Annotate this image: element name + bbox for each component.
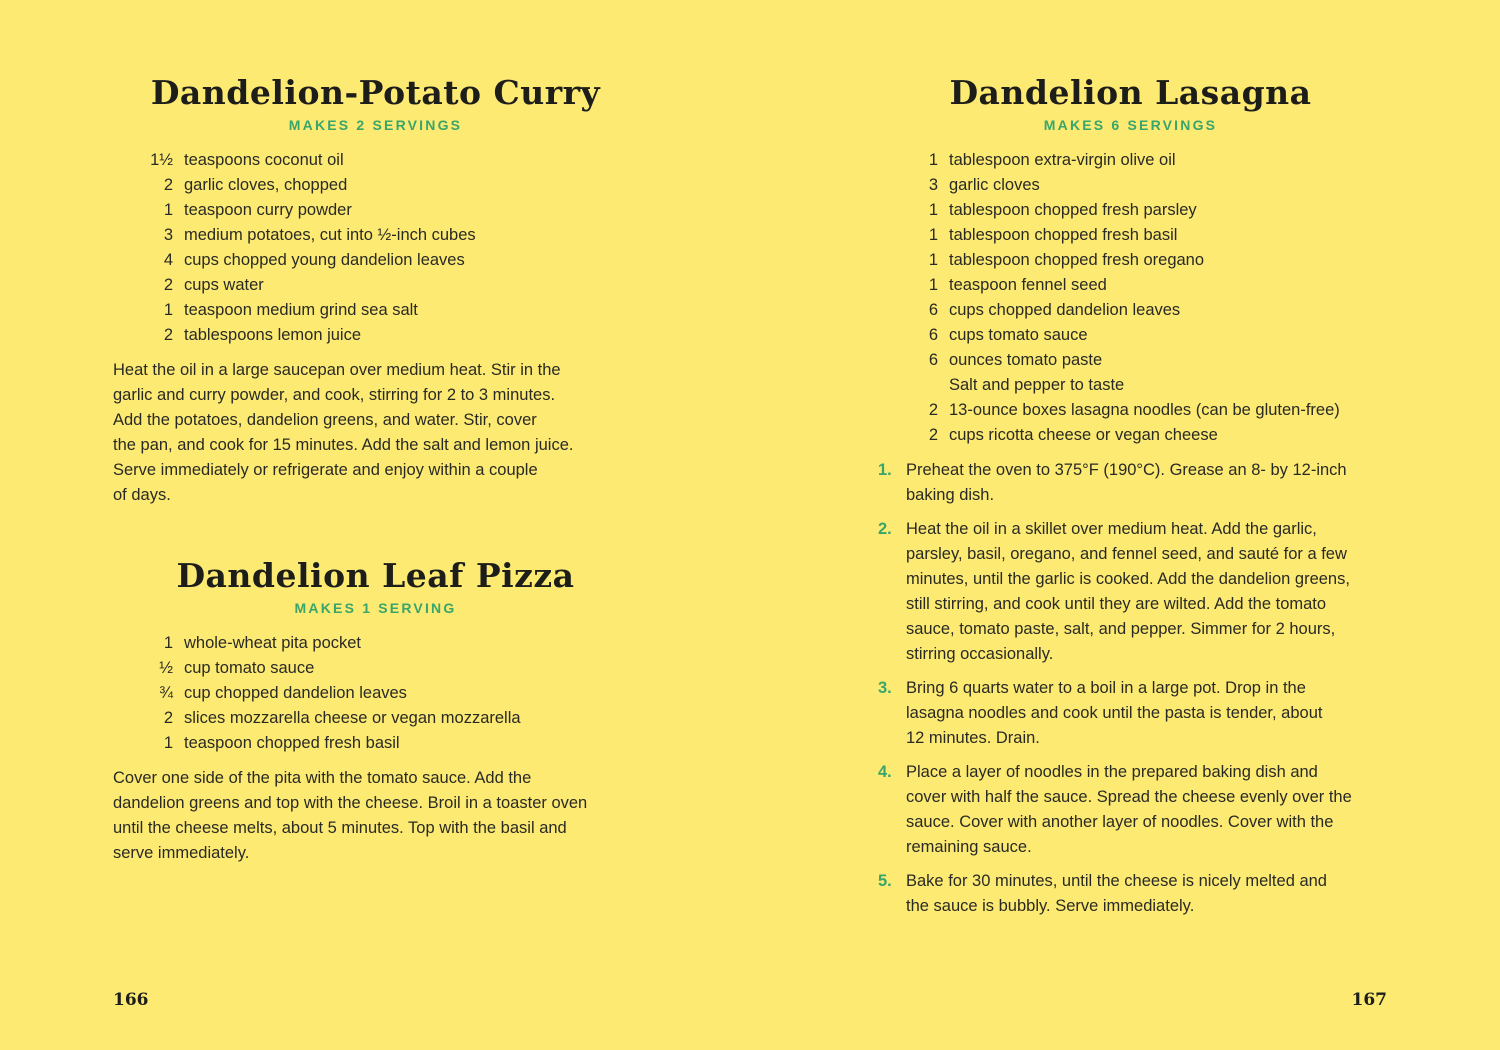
recipe-title: Dandelion Lasagna [949, 73, 1312, 112]
recipe-title: Dandelion-Potato Curry [150, 73, 601, 112]
step-text [906, 676, 1383, 751]
directions-line: until the cheese melts, about 5 minutes. Top with the basil and [113, 819, 567, 837]
ingredient-qty: ½ [159, 659, 173, 677]
ingredient-row [878, 423, 1383, 448]
step-line: parsley, basil, oregano, and fennel seed, and sauté for a few [906, 545, 1347, 563]
ingredient-qty: ¾ [159, 684, 173, 702]
directions-line: the pan, and cook for 15 minutes. Add the salt and lemon juice. [113, 436, 574, 454]
directions-line: Cover one side of the pita with the tomato sauce. Add the [113, 769, 532, 787]
ingredient-qty: 1 [928, 201, 938, 219]
ingredient-qty: 2 [163, 276, 173, 294]
directions-line: Heat the oil in a large saucepan over medium heat. Stir in the [113, 361, 561, 379]
ingredient-qty: 6 [928, 351, 938, 369]
ingredient-qty: 2 [928, 401, 938, 419]
directions-line: dandelion greens and top with the cheese. Broil in a toaster oven [113, 794, 588, 812]
ingredient-row [113, 273, 638, 298]
ingredient-row [113, 173, 638, 198]
step-list [878, 458, 1383, 919]
ingredient-item: tablespoon chopped fresh oregano [949, 251, 1205, 269]
ingredient-row [878, 148, 1383, 173]
ingredient-qty: 2 [163, 709, 173, 727]
ingredient-item: cups water [184, 276, 264, 294]
step-line: the sauce is bubbly. Serve immediately. [906, 897, 1195, 915]
servings-label: MAKES 2 SERVINGS [288, 117, 463, 133]
step-item [878, 760, 1383, 860]
ingredient-qty: 1 [163, 734, 173, 752]
ingredient-item: cup tomato sauce [184, 659, 315, 677]
step-line: Bring 6 quarts water to a boil in a large pot. Drop in the [906, 679, 1306, 697]
ingredient-item: tablespoon chopped fresh basil [949, 226, 1178, 244]
recipe-dandelion-potato-curry [113, 72, 638, 508]
step-number: 4. [878, 763, 892, 781]
step-item [878, 458, 1383, 508]
ingredient-item: cups chopped young dandelion leaves [184, 251, 465, 269]
step-number: 1. [878, 461, 892, 479]
ingredient-row [878, 373, 1383, 398]
directions-line: serve immediately. [113, 844, 250, 862]
ingredient-row [878, 298, 1383, 323]
ingredient-row [878, 248, 1383, 273]
ingredient-item: garlic cloves, chopped [184, 176, 348, 194]
page-number: 167 [1351, 990, 1387, 1010]
ingredient-qty: 1 [928, 251, 938, 269]
ingredient-qty: 6 [928, 326, 938, 344]
ingredient-qty: 2 [163, 176, 173, 194]
ingredient-item: tablespoon extra-virgin olive oil [949, 151, 1176, 169]
ingredient-row [878, 348, 1383, 373]
step-item [878, 676, 1383, 751]
ingredient-qty: 1 [928, 151, 938, 169]
step-line: still stirring, and cook until they are wilted. Add the tomato [906, 595, 1327, 613]
ingredient-item: garlic cloves [949, 176, 1040, 194]
ingredient-row [878, 273, 1383, 298]
directions-paragraph [113, 766, 638, 866]
ingredient-row [113, 248, 638, 273]
step-item [878, 869, 1383, 919]
ingredient-qty: 1 [928, 276, 938, 294]
step-line: Heat the oil in a skillet over medium heat. Add the garlic, [906, 520, 1317, 538]
servings-label: MAKES 6 SERVINGS [1043, 117, 1218, 133]
ingredient-list [878, 148, 1383, 448]
ingredient-row [113, 298, 638, 323]
recipe-dandelion-lasagna [878, 72, 1383, 928]
ingredient-qty: 1½ [150, 151, 173, 169]
ingredient-row [878, 198, 1383, 223]
step-line: remaining sauce. [906, 838, 1032, 856]
directions-line: of days. [113, 486, 171, 504]
step-text [906, 869, 1383, 919]
ingredient-qty: 2 [163, 326, 173, 344]
ingredient-row [878, 223, 1383, 248]
ingredient-row [113, 223, 638, 248]
page-number: 166 [113, 990, 149, 1010]
ingredient-qty: 1 [928, 226, 938, 244]
step-text [906, 458, 1383, 508]
step-line: Place a layer of noodles in the prepared baking dish and [906, 763, 1318, 781]
ingredient-item: 13-ounce boxes lasagna noodles (can be gluten-free) [949, 401, 1340, 419]
ingredient-qty [878, 373, 949, 398]
ingredient-row [878, 173, 1383, 198]
ingredient-qty: 1 [163, 634, 173, 652]
step-line: minutes, until the garlic is cooked. Add the dandelion greens, [906, 570, 1350, 588]
ingredient-item: whole-wheat pita pocket [184, 634, 362, 652]
step-line: baking dish. [906, 486, 995, 504]
ingredient-item: teaspoon chopped fresh basil [184, 734, 400, 752]
step-line: Bake for 30 minutes, until the cheese is nicely melted and [906, 872, 1327, 890]
ingredient-qty: 2 [928, 426, 938, 444]
ingredient-row [113, 706, 638, 731]
ingredient-row [113, 731, 638, 756]
step-line: Preheat the oven to 375°F (190°C). Grease an 8- by 12-inch [906, 461, 1347, 479]
ingredient-qty: 3 [163, 226, 173, 244]
ingredient-item: ounces tomato paste [949, 351, 1103, 369]
recipe-dandelion-leaf-pizza [113, 555, 638, 866]
step-line: cover with half the sauce. Spread the cheese evenly over the [906, 788, 1352, 806]
ingredient-item: cup chopped dandelion leaves [184, 684, 407, 702]
ingredient-item: teaspoons coconut oil [184, 151, 344, 169]
step-text [906, 760, 1383, 860]
step-line: sauce. Cover with another layer of noodles. Cover with the [906, 813, 1334, 831]
ingredient-qty: 3 [928, 176, 938, 194]
directions-paragraph [113, 358, 638, 508]
recipe-title: Dandelion Leaf Pizza [176, 556, 575, 595]
ingredient-row [113, 198, 638, 223]
ingredient-row [113, 323, 638, 348]
ingredient-row [878, 398, 1383, 423]
ingredient-item: tablespoons lemon juice [184, 326, 362, 344]
ingredient-item: slices mozzarella cheese or vegan mozzarella [184, 709, 521, 727]
ingredient-item: cups chopped dandelion leaves [949, 301, 1181, 319]
step-number: 3. [878, 679, 892, 697]
ingredient-qty: 4 [163, 251, 173, 269]
ingredient-row [113, 681, 638, 706]
ingredient-row [878, 323, 1383, 348]
step-item [878, 517, 1383, 667]
directions-line: garlic and curry powder, and cook, stirring for 2 to 3 minutes. [113, 386, 556, 404]
step-line: sauce, tomato paste, salt, and pepper. Simmer for 2 hours, [906, 620, 1336, 638]
ingredient-row [113, 631, 638, 656]
ingredient-item: teaspoon fennel seed [949, 276, 1107, 294]
right-page [750, 0, 1500, 1050]
step-text [906, 517, 1383, 667]
ingredient-item: teaspoon curry powder [184, 201, 352, 219]
ingredient-item: tablespoon chopped fresh parsley [949, 201, 1197, 219]
ingredient-item: Salt and pepper to taste [949, 376, 1125, 394]
ingredient-qty: 1 [163, 301, 173, 319]
ingredient-item: cups ricotta cheese or vegan cheese [949, 426, 1218, 444]
servings-label: MAKES 1 SERVING [294, 600, 457, 616]
ingredient-qty: 6 [928, 301, 938, 319]
step-line: 12 minutes. Drain. [906, 729, 1040, 747]
ingredient-row [113, 148, 638, 173]
step-number: 5. [878, 872, 892, 890]
step-line: lasagna noodles and cook until the pasta is tender, about [906, 704, 1323, 722]
ingredient-list [113, 631, 638, 756]
ingredient-item: cups tomato sauce [949, 326, 1088, 344]
ingredient-row [113, 656, 638, 681]
ingredient-item: medium potatoes, cut into ½-inch cubes [184, 226, 476, 244]
step-number: 2. [878, 520, 892, 538]
ingredient-qty: 1 [163, 201, 173, 219]
ingredient-item: teaspoon medium grind sea salt [184, 301, 418, 319]
directions-line: Serve immediately or refrigerate and enjoy within a couple [113, 461, 538, 479]
directions-line: Add the potatoes, dandelion greens, and water. Stir, cover [113, 411, 537, 429]
ingredient-list [113, 148, 638, 348]
step-line: stirring occasionally. [906, 645, 1054, 663]
